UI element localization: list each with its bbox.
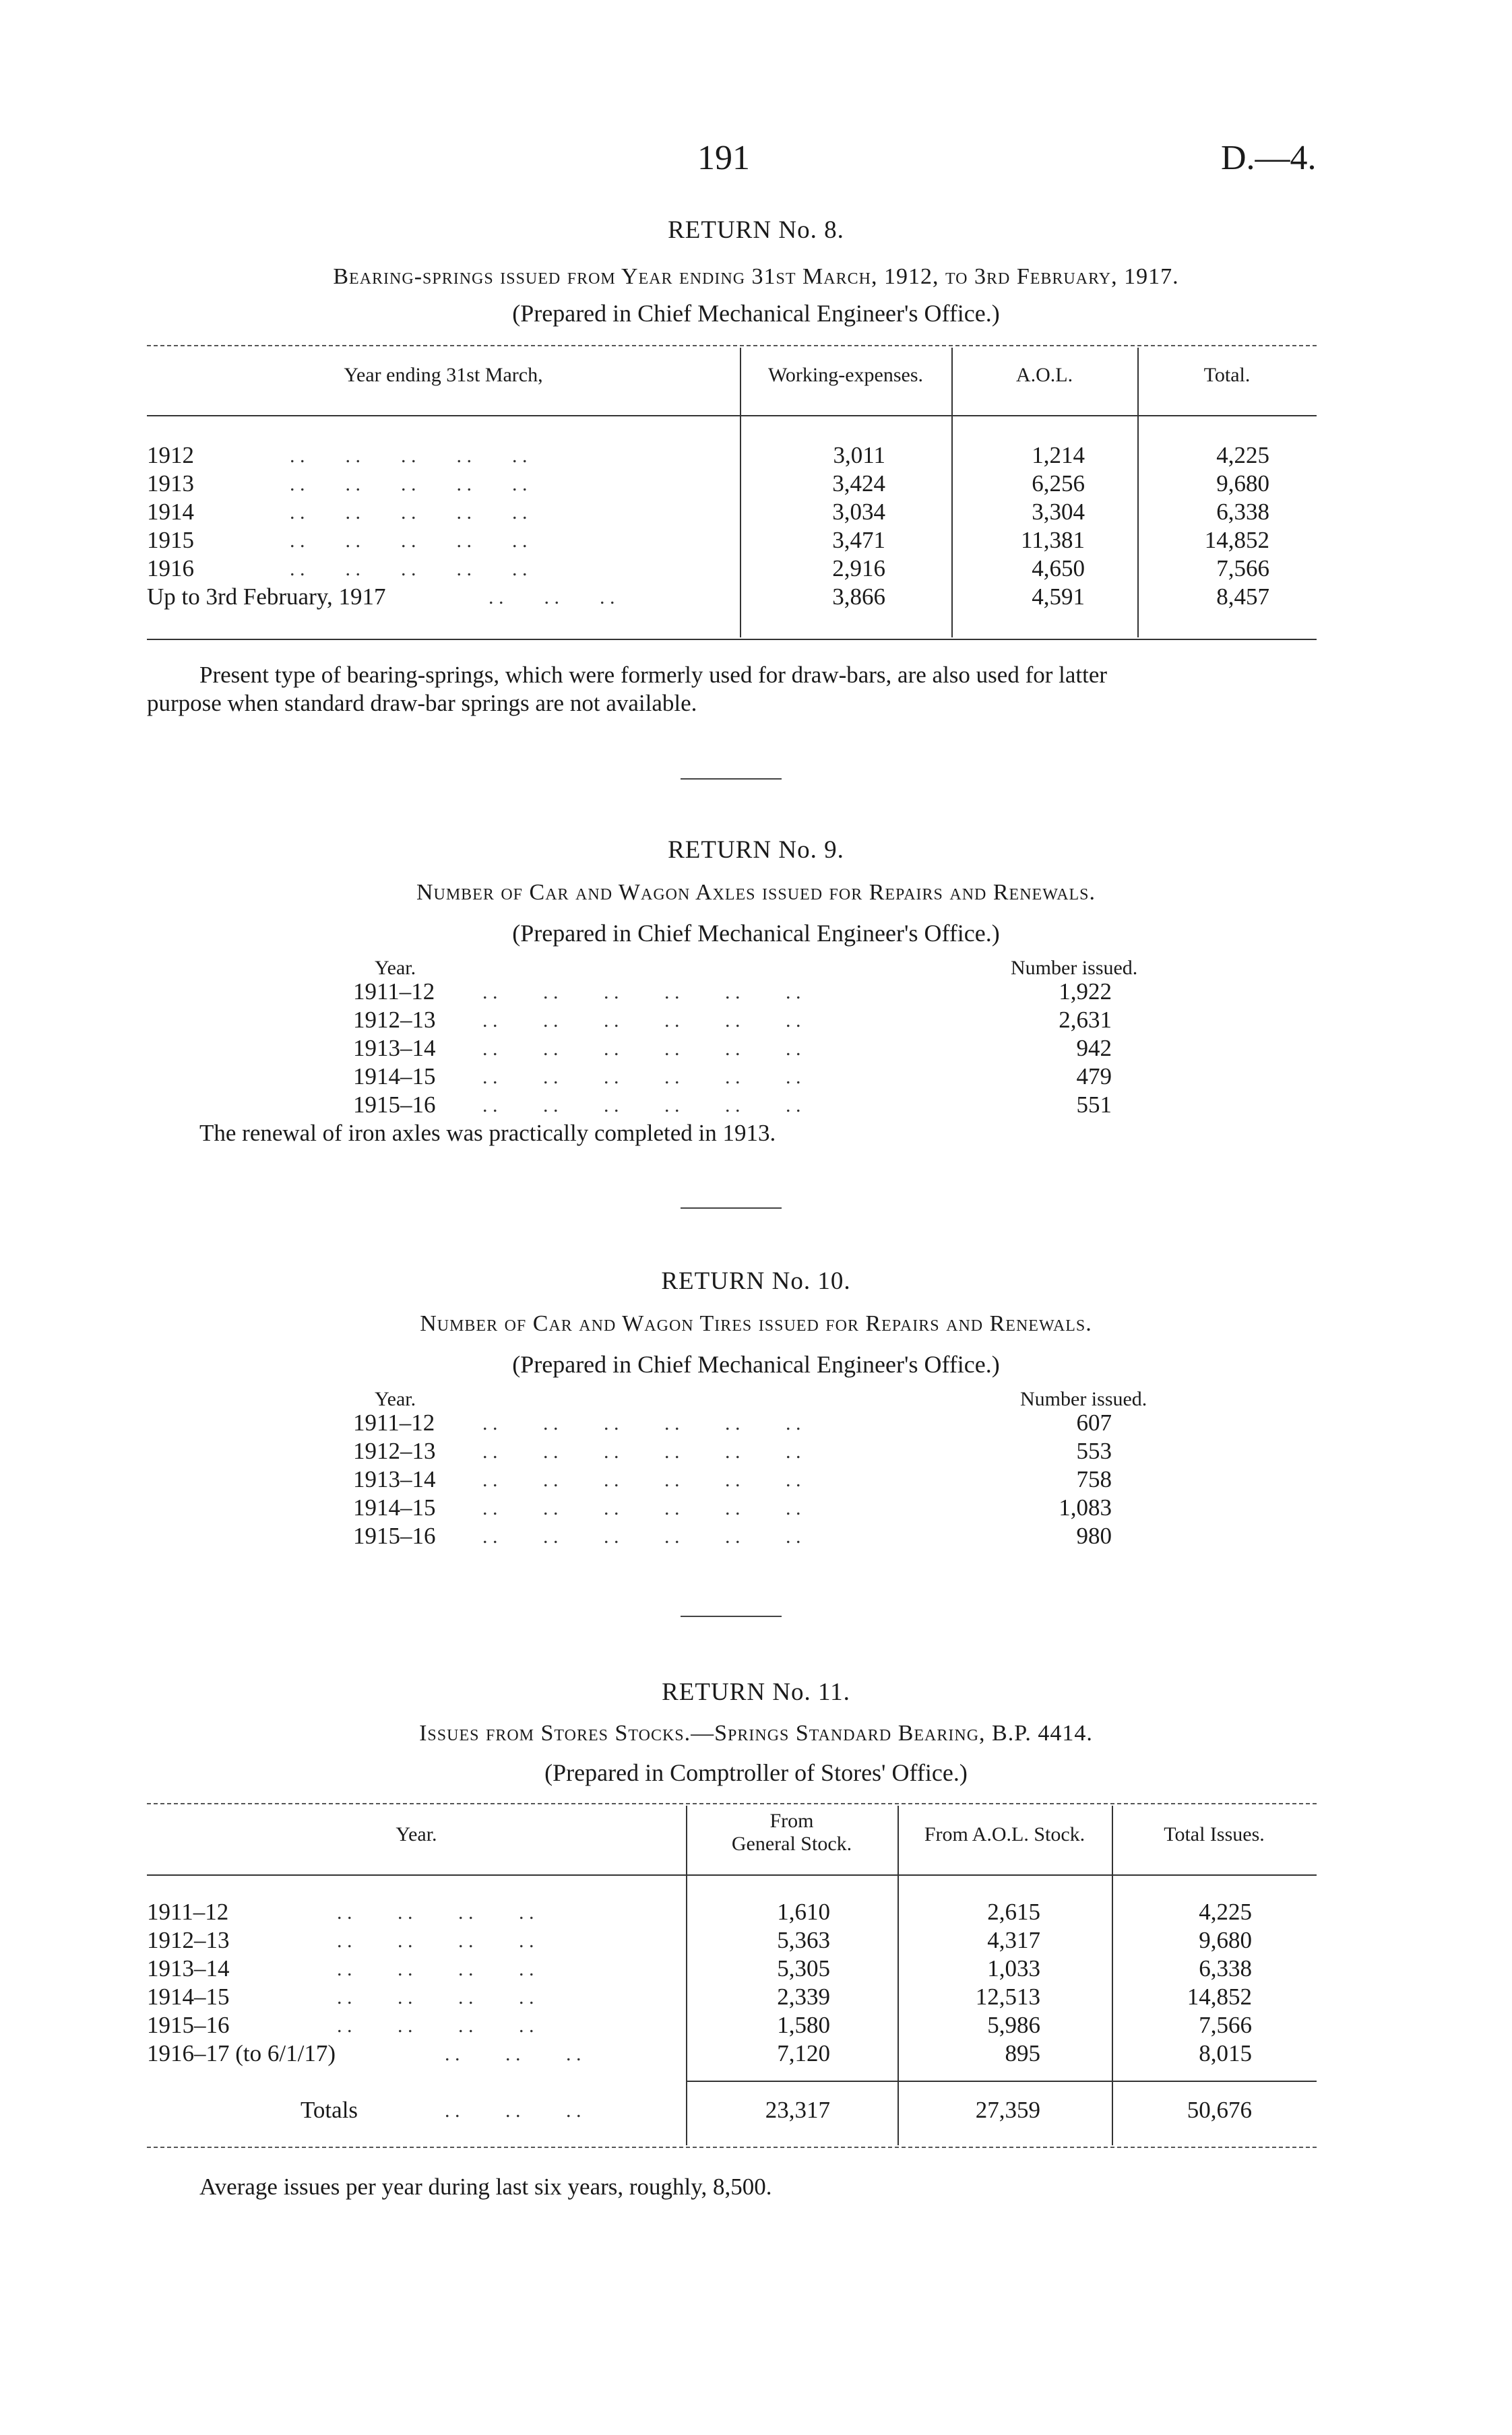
section-separator (681, 1207, 782, 1209)
table-bottom-rule (147, 639, 1317, 640)
row-total: 14,852 (1187, 1984, 1252, 2010)
row-year: 1915 (147, 527, 194, 553)
return8-note-line2: purpose when standard draw-bar springs are not available. (147, 690, 697, 716)
leader-dots: . . . . . . . . . . . . (482, 981, 801, 1003)
item-number: 758 (1076, 1466, 1112, 1492)
leader-dots: . . . . . . . . . . (290, 501, 528, 524)
item-number: 2,631 (1059, 1007, 1112, 1033)
column-header-aol-stock: From A.O.L. Stock. (924, 1823, 1085, 1845)
row-year: 1913–14 (147, 1955, 230, 1982)
row-working: 3,471 (832, 527, 885, 553)
return8-note-line1: Present type of bearing-springs, which were formerly used for draw-bars, are also used for latter (199, 662, 1108, 688)
row-aol: 895 (1005, 2040, 1040, 2066)
leader-dots: . . . . . . . . . . (290, 530, 528, 552)
item-number: 1,922 (1059, 978, 1112, 1005)
item-year: 1912–13 (353, 1438, 436, 1464)
document-reference: D.—4. (1221, 139, 1317, 177)
leader-dots: . . . . . . . . . . . . (482, 1469, 801, 1491)
item-year: 1914–15 (353, 1494, 436, 1521)
row-aol: 12,513 (975, 1984, 1040, 2010)
item-year: 1911–12 (353, 978, 435, 1005)
item-year: 1913–14 (353, 1035, 436, 1061)
item-year: 1912–13 (353, 1007, 436, 1033)
row-year: 1916 (147, 555, 194, 581)
column-header-year: Year. (396, 1823, 437, 1845)
return10-title: RETURN No. 10. (661, 1267, 851, 1295)
row-total: 4,225 (1199, 1899, 1252, 1925)
page-number: 191 (697, 139, 750, 177)
row-year: 1911–12 (147, 1899, 229, 1925)
row-total: 9,680 (1199, 1927, 1252, 1953)
leader-dots: . . . . . . . . . . . . (482, 1497, 801, 1519)
row-general: 1,610 (777, 1899, 830, 1925)
leader-dots: . . . . . . (445, 2099, 581, 2122)
row-aol: 4,591 (1032, 583, 1085, 610)
return8-title: RETURN No. 8. (668, 216, 844, 244)
row-working: 3,424 (832, 470, 885, 497)
item-number: 607 (1076, 1410, 1112, 1436)
column-header-working-expenses: Working-expenses. (767, 364, 924, 386)
totals-general: 23,317 (765, 2097, 830, 2123)
column-header-general-line2: General Stock. (731, 1833, 852, 1855)
item-number: 553 (1076, 1438, 1112, 1464)
row-general: 5,363 (777, 1927, 830, 1953)
return8-prepared: (Prepared in Chief Mechanical Engineer's Office.) (512, 300, 1000, 327)
item-year: 1915–16 (353, 1523, 436, 1549)
item-year: 1915–16 (353, 1092, 436, 1118)
row-year: 1914–15 (147, 1984, 230, 2010)
row-aol: 4,317 (987, 1927, 1040, 1953)
item-year: 1914–15 (353, 1063, 436, 1089)
row-general: 5,305 (777, 1955, 830, 1982)
row-aol: 4,650 (1032, 555, 1085, 581)
table-bottom-rule (147, 2147, 1317, 2148)
column-header-general-line1: From (769, 1810, 814, 1832)
totals-rule (686, 2081, 1317, 2082)
section-separator (681, 778, 782, 780)
column-header-year: Year. (375, 957, 416, 979)
item-year: 1913–14 (353, 1466, 436, 1492)
leader-dots: . . . . . . . . . . . . (482, 1066, 801, 1088)
row-total: 8,015 (1199, 2040, 1252, 2066)
return11-title: RETURN No. 11. (662, 1678, 850, 1706)
item-number: 479 (1076, 1063, 1112, 1089)
row-general: 1,580 (777, 2012, 830, 2038)
leader-dots: . . . . . . . . . . . . (482, 1412, 801, 1434)
column-header-year: Year ending 31st March, (344, 364, 543, 386)
row-total: 14,852 (1204, 527, 1269, 553)
totals-label: Totals (301, 2097, 358, 2123)
item-number: 942 (1076, 1035, 1112, 1061)
leader-dots: . . . . . . . . (337, 1901, 534, 1924)
row-year: 1914 (147, 499, 194, 525)
row-total: 7,566 (1199, 2012, 1252, 2038)
leader-dots: . . . . . . . . . . . . (482, 1441, 801, 1463)
leader-dots: . . . . . . . . . . (290, 445, 528, 467)
row-working: 3,011 (833, 442, 885, 468)
row-year: 1915–16 (147, 2012, 230, 2038)
leader-dots: . . . . . . . . (337, 1986, 534, 2009)
return11-subtitle: Issues from Stores Stocks.—Springs Standard Bearing, B.P. 4414. (419, 1721, 1093, 1746)
row-aol: 2,615 (987, 1899, 1040, 1925)
row-working: 3,034 (832, 499, 885, 525)
row-aol: 6,256 (1032, 470, 1085, 497)
row-year: Up to 3rd February, 1917 (147, 583, 386, 610)
row-working: 3,866 (832, 583, 885, 610)
leader-dots: . . . . . . . . . . (290, 473, 528, 495)
item-number: 551 (1076, 1092, 1112, 1118)
table-top-rule (147, 345, 1317, 346)
row-total: 4,225 (1216, 442, 1269, 468)
column-header-number: Number issued. (1020, 1388, 1147, 1410)
row-total: 7,566 (1216, 555, 1269, 581)
header-rule (147, 1874, 1317, 1876)
row-year: 1912 (147, 442, 194, 468)
section-separator (681, 1616, 782, 1617)
return8-subtitle: Bearing-springs issued from Year ending 31st March, 1912, to 3rd February, 1917. (333, 264, 1179, 289)
column-header-year: Year. (375, 1388, 416, 1410)
leader-dots: . . . . . . (489, 586, 615, 608)
row-general: 2,339 (777, 1984, 830, 2010)
totals-aol: 27,359 (975, 2097, 1040, 2123)
row-total: 8,457 (1216, 583, 1269, 610)
item-number: 1,083 (1059, 1494, 1112, 1521)
row-aol: 5,986 (987, 2012, 1040, 2038)
row-working: 2,916 (832, 555, 885, 581)
totals-total: 50,676 (1187, 2097, 1252, 2123)
row-year: 1913 (147, 470, 194, 497)
table-top-rule (147, 1803, 1317, 1804)
return10-subtitle: Number of Car and Wagon Tires issued for Repairs and Renewals. (420, 1311, 1092, 1336)
return9-title: RETURN No. 9. (668, 836, 844, 864)
row-aol: 1,214 (1032, 442, 1085, 468)
row-general: 7,120 (777, 2040, 830, 2066)
row-year: 1912–13 (147, 1927, 230, 1953)
leader-dots: . . . . . . (445, 2043, 581, 2065)
leader-dots: . . . . . . . . . . . . (482, 1094, 801, 1116)
leader-dots: . . . . . . . . (337, 1958, 534, 1980)
return10-prepared: (Prepared in Chief Mechanical Engineer's Office.) (512, 1351, 1000, 1378)
item-year: 1911–12 (353, 1410, 435, 1436)
header-rule (147, 415, 1317, 416)
leader-dots: . . . . . . . . (337, 2015, 534, 2037)
leader-dots: . . . . . . . . . . . . (482, 1009, 801, 1032)
return11-note: Average issues per year during last six years, roughly, 8,500. (199, 2174, 772, 2200)
column-header-total-issues: Total Issues. (1164, 1823, 1265, 1845)
row-total: 9,680 (1216, 470, 1269, 497)
return11-prepared: (Prepared in Comptroller of Stores' Office.) (544, 1759, 968, 1786)
column-header-total: Total. (1203, 364, 1251, 386)
row-aol: 3,304 (1032, 499, 1085, 525)
row-aol: 11,381 (1021, 527, 1085, 553)
row-total: 6,338 (1216, 499, 1269, 525)
row-total: 6,338 (1199, 1955, 1252, 1982)
return9-note: The renewal of iron axles was practically completed in 1913. (199, 1120, 776, 1146)
leader-dots: . . . . . . . . . . . . (482, 1525, 801, 1548)
column-header-aol: A.O.L. (1015, 364, 1073, 386)
leader-dots: . . . . . . . . (337, 1930, 534, 1952)
leader-dots: . . . . . . . . . . . . (482, 1038, 801, 1060)
leader-dots: . . . . . . . . . . (290, 558, 528, 580)
column-header-number: Number issued. (1011, 957, 1138, 979)
return9-subtitle: Number of Car and Wagon Axles issued for Repairs and Renewals. (416, 880, 1096, 905)
row-year: 1916–17 (to 6/1/17) (147, 2040, 336, 2066)
item-number: 980 (1076, 1523, 1112, 1549)
row-aol: 1,033 (987, 1955, 1040, 1982)
return9-prepared: (Prepared in Chief Mechanical Engineer's Office.) (512, 920, 1000, 947)
